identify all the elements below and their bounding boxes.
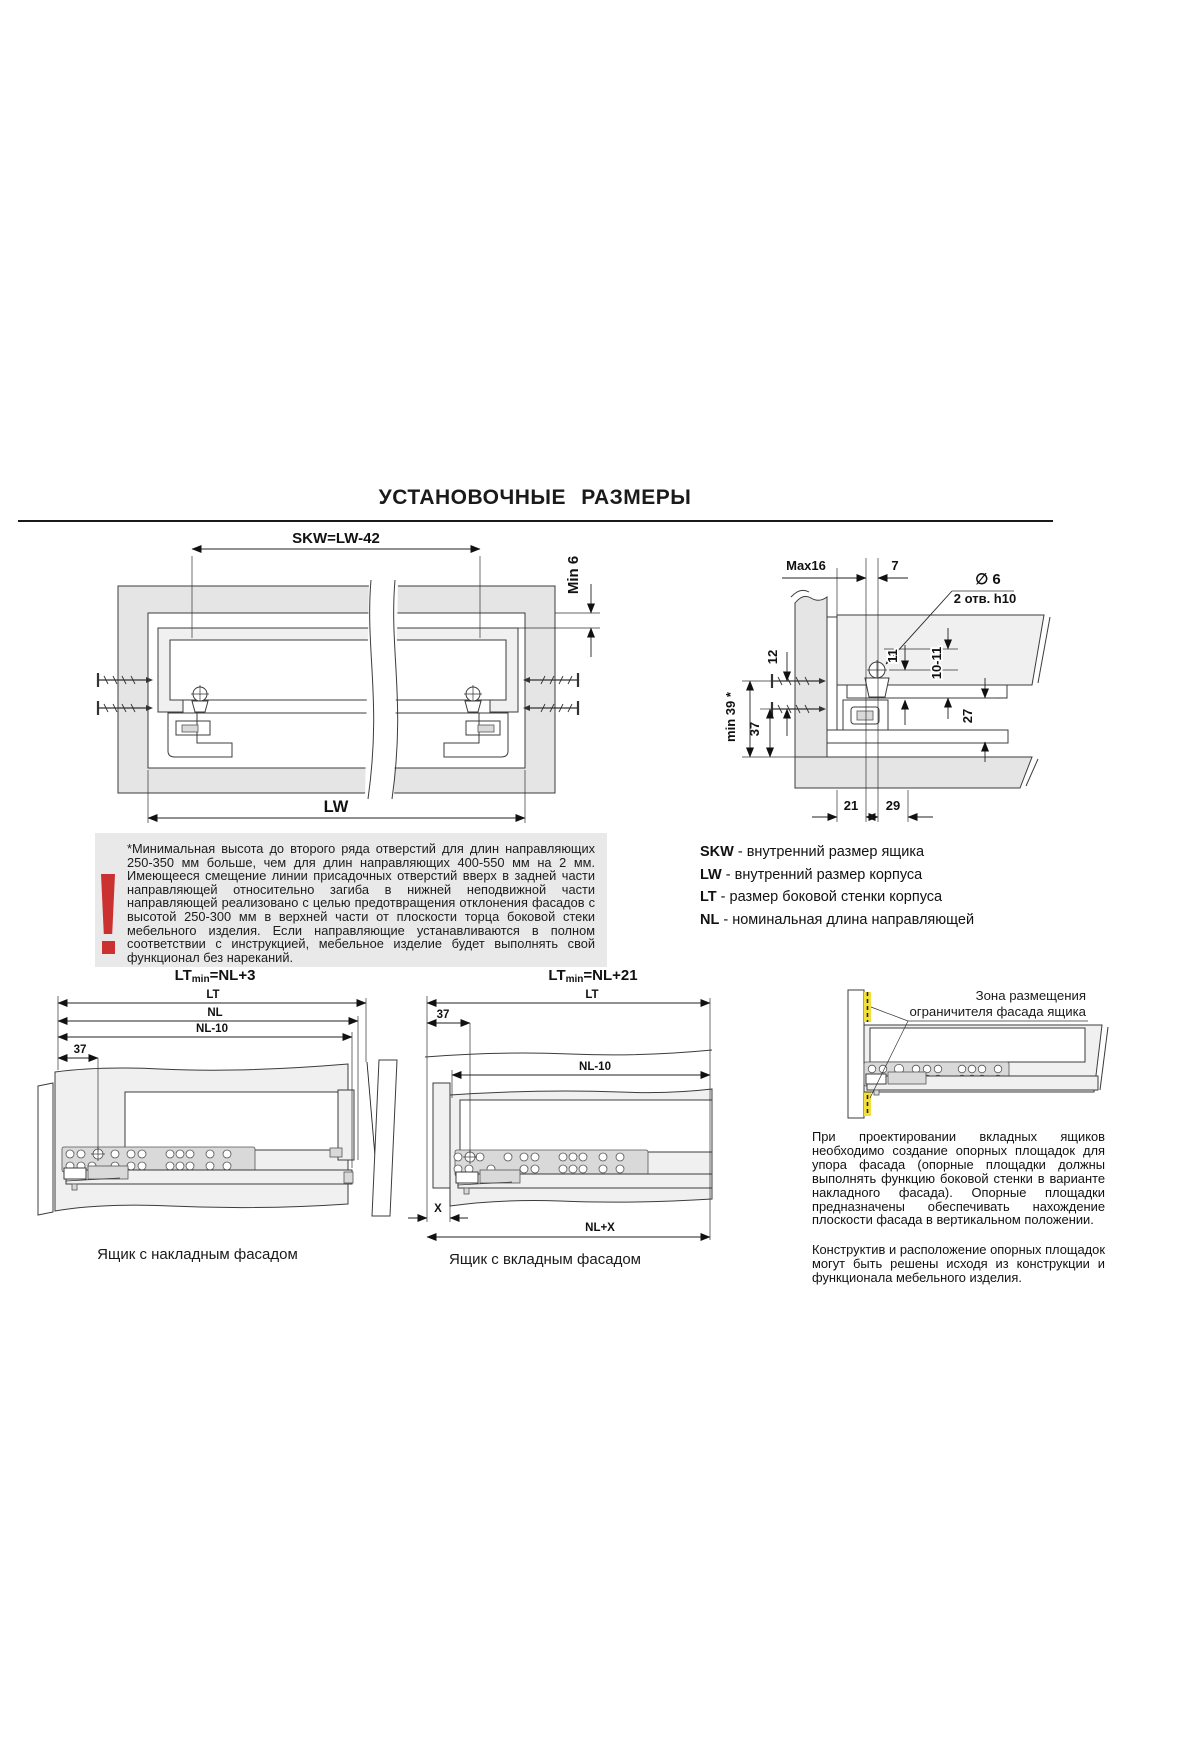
- dim-37: 37: [436, 1009, 450, 1021]
- legend-item: [700, 867, 1060, 883]
- facade-panel: [372, 1060, 397, 1216]
- dim-lt: LT: [206, 989, 220, 1001]
- dim-37: 37: [747, 721, 762, 737]
- legend-item: [700, 912, 1060, 928]
- dim-min39: min 39 *: [723, 692, 738, 742]
- legend-desc: - номинальная длина направляющей: [719, 911, 975, 928]
- limiter-zone-diagram: [750, 960, 1110, 1130]
- warning-text: *Минимальная высота до второго ряда отверстий для длин направляющих 250-350 мм больше, чем для длин направляющих 400-550 мм на 2 мм. Имеющееся смещение линии присадочных отверстий вверх в задней части направляющей относительно загиба в нижней неподвижной части направляющей реализовано с целью предотвращения отклонения фасадов с высотой 250-300 мм в верхней части от плоскости торца боковой стеки мебельного изделия. Если направляющие устанавливаются в полном соответствии с инструкцией, мебельное изделие будет выполнять свой функционал без нареканий.: [127, 841, 595, 965]
- dim-nl10: NL-10: [196, 1023, 228, 1035]
- support-pad: [433, 1083, 450, 1188]
- legend-term: LT: [700, 889, 717, 905]
- dim-lw: LW: [323, 798, 349, 816]
- dim-nlx: NL+X: [585, 1222, 615, 1234]
- dim-lt: LT: [585, 989, 599, 1001]
- note-paragraph: При проектировании вкладных ящиков необходимо создание опорных площадок для упора фасада (опорные площадки должны выполнять функцию боковой стенки в варианте накладного фасада). Опорные площадки предназначены обеспечивать нахождение плоскости фасада в вертикальном положении.: [812, 1129, 1105, 1228]
- inset-facade-diagram: [370, 960, 720, 1260]
- abbreviation-legend: [700, 844, 1060, 934]
- caption-overlay-facade: Ящик с накладным фасадом: [97, 1246, 298, 1263]
- dim-diameter: ∅ 6: [975, 571, 1001, 588]
- legend-term: NL: [700, 911, 720, 928]
- dim-x: X: [434, 1203, 442, 1215]
- dim-21: 21: [843, 798, 859, 813]
- page-title: УСТАНОВОЧНЫЕ РАЗМЕРЫ: [378, 486, 692, 509]
- legend-desc: - внутренний размер корпуса: [721, 866, 923, 883]
- dim-29: 29: [885, 798, 901, 813]
- dim-max16: Max16: [786, 558, 826, 573]
- legend-term: LW: [700, 866, 722, 883]
- dim-skw: SKW=LW-42: [292, 530, 380, 547]
- dim-nl: NL: [207, 1007, 223, 1019]
- dim-11: 11: [885, 649, 900, 663]
- legend-desc: - внутренний размер ящика: [733, 844, 925, 860]
- legend-term: SKW: [700, 844, 734, 860]
- exclamation-icon: [102, 941, 115, 954]
- zone-label-line2: ограничителя фасада ящика: [909, 1004, 1086, 1019]
- legend-desc: - размер боковой стенки корпуса: [716, 889, 943, 905]
- warning-note: [95, 833, 607, 967]
- dim-nl10: NL-10: [579, 1061, 611, 1073]
- corner-detail-diagram: [640, 525, 1080, 835]
- title-divider: [18, 520, 1053, 522]
- facade-panel: [848, 990, 864, 1118]
- note-paragraph: Конструктив и расположение опорных площадок могут быть решены исходя из конструкции и функционала мебельного изделия.: [812, 1242, 1105, 1286]
- exclamation-icon: [101, 874, 115, 934]
- formula-title: LTmin=NL+3: [174, 967, 256, 985]
- dim-7: 7: [891, 558, 899, 573]
- dim-min6: Min 6: [565, 555, 582, 595]
- caption-inset-facade: Ящик с вкладным фасадом: [449, 1251, 641, 1268]
- dim-12: 12: [765, 649, 780, 665]
- zone-label-line1: Зона размещения: [975, 988, 1086, 1003]
- dim-37: 37: [73, 1044, 87, 1056]
- cabinet-section-diagram: [80, 525, 610, 825]
- facade-panel: [38, 1083, 53, 1215]
- dim-holes: 2 отв. h10: [953, 591, 1017, 606]
- dim-10-11: 10-11: [929, 646, 944, 680]
- overlay-facade-diagram: [25, 960, 385, 1260]
- legend-item: [700, 889, 1060, 905]
- design-notes: [812, 1130, 1105, 1285]
- formula-title: LTmin=NL+21: [548, 967, 638, 985]
- legend-item: [700, 844, 1060, 860]
- dim-27: 27: [960, 708, 975, 724]
